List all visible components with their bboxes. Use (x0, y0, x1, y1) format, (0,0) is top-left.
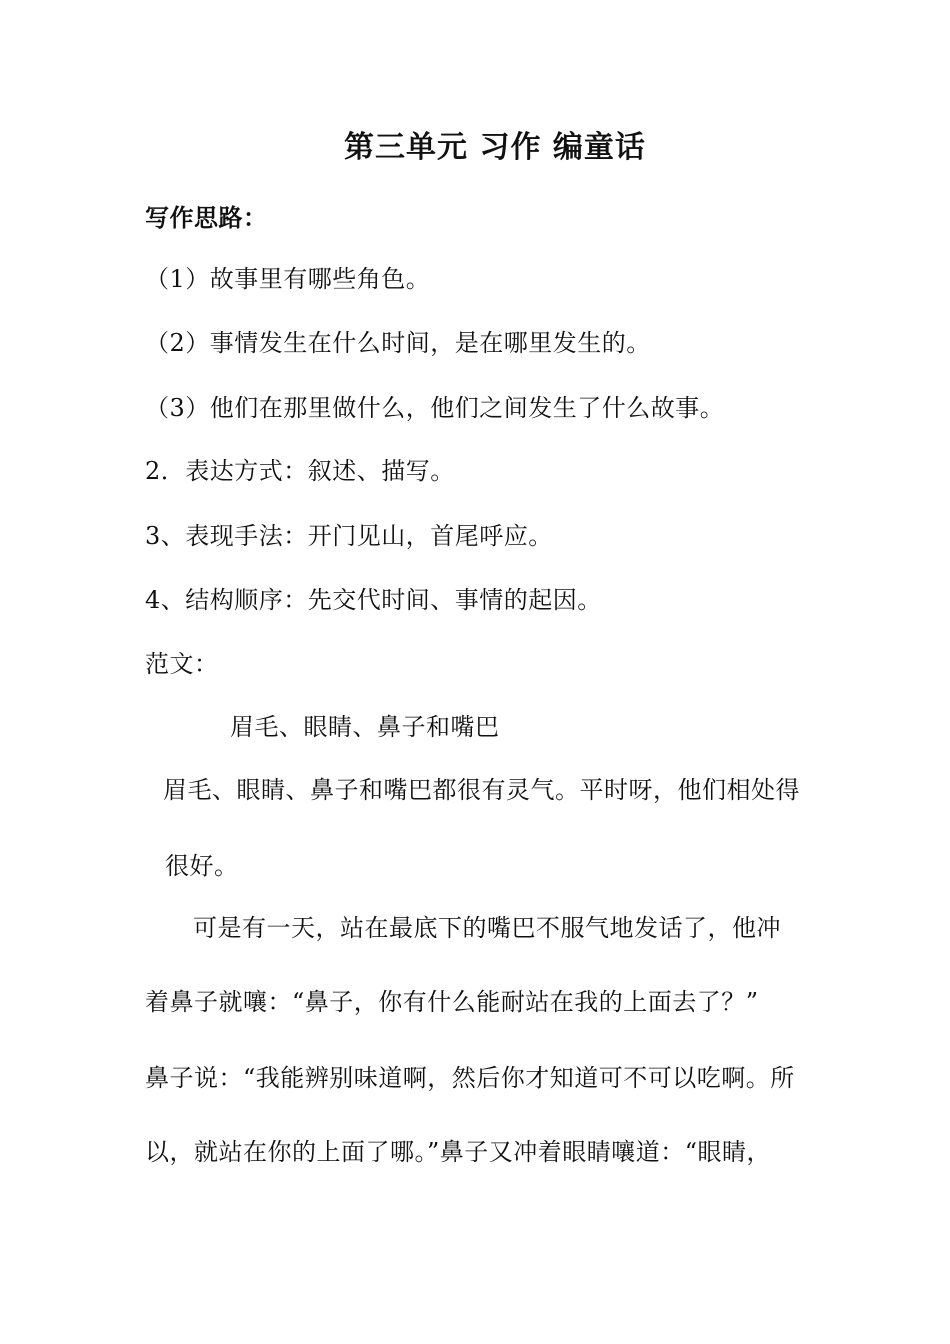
list-item: 4、结构顺序：先交代时间、事情的起因。 (145, 586, 602, 614)
list-item: 2．表达方式：叙述、描写。 (145, 457, 455, 485)
section-heading: 写作思路： (145, 204, 268, 232)
body-line: 着鼻子就嚷：“鼻子，你有什么能耐站在我的上面去了？” (145, 988, 759, 1016)
list-item: 3、表现手法：开门见山，首尾呼应。 (145, 522, 553, 550)
sample-title: 眉毛、眼睛、鼻子和嘴巴 (230, 713, 500, 741)
body-line: 可是有一天，站在最底下的嘴巴不服气地发话了，他冲 (193, 914, 781, 942)
body-line: 以，就站在你的上面了哪。”鼻子又冲着眼睛嚷道：“眼睛， (145, 1138, 772, 1166)
sample-label: 范文： (145, 650, 219, 678)
list-item: （3）他们在那里做什么，他们之间发生了什么故事。 (145, 394, 725, 422)
body-line: 很好。 (165, 852, 239, 880)
list-item: （1）故事里有哪些角色。 (145, 265, 431, 293)
body-line: 眉毛、眼睛、鼻子和嘴巴都很有灵气。平时呀，他们相处得 (163, 776, 800, 804)
document-title: 第三单元 习作 编童话 (344, 130, 646, 165)
list-item: （2）事情发生在什么时间，是在哪里发生的。 (145, 329, 651, 357)
body-line: 鼻子说：“我能辨别味道啊，然后你才知道可不可以吃啊。所 (145, 1064, 795, 1092)
